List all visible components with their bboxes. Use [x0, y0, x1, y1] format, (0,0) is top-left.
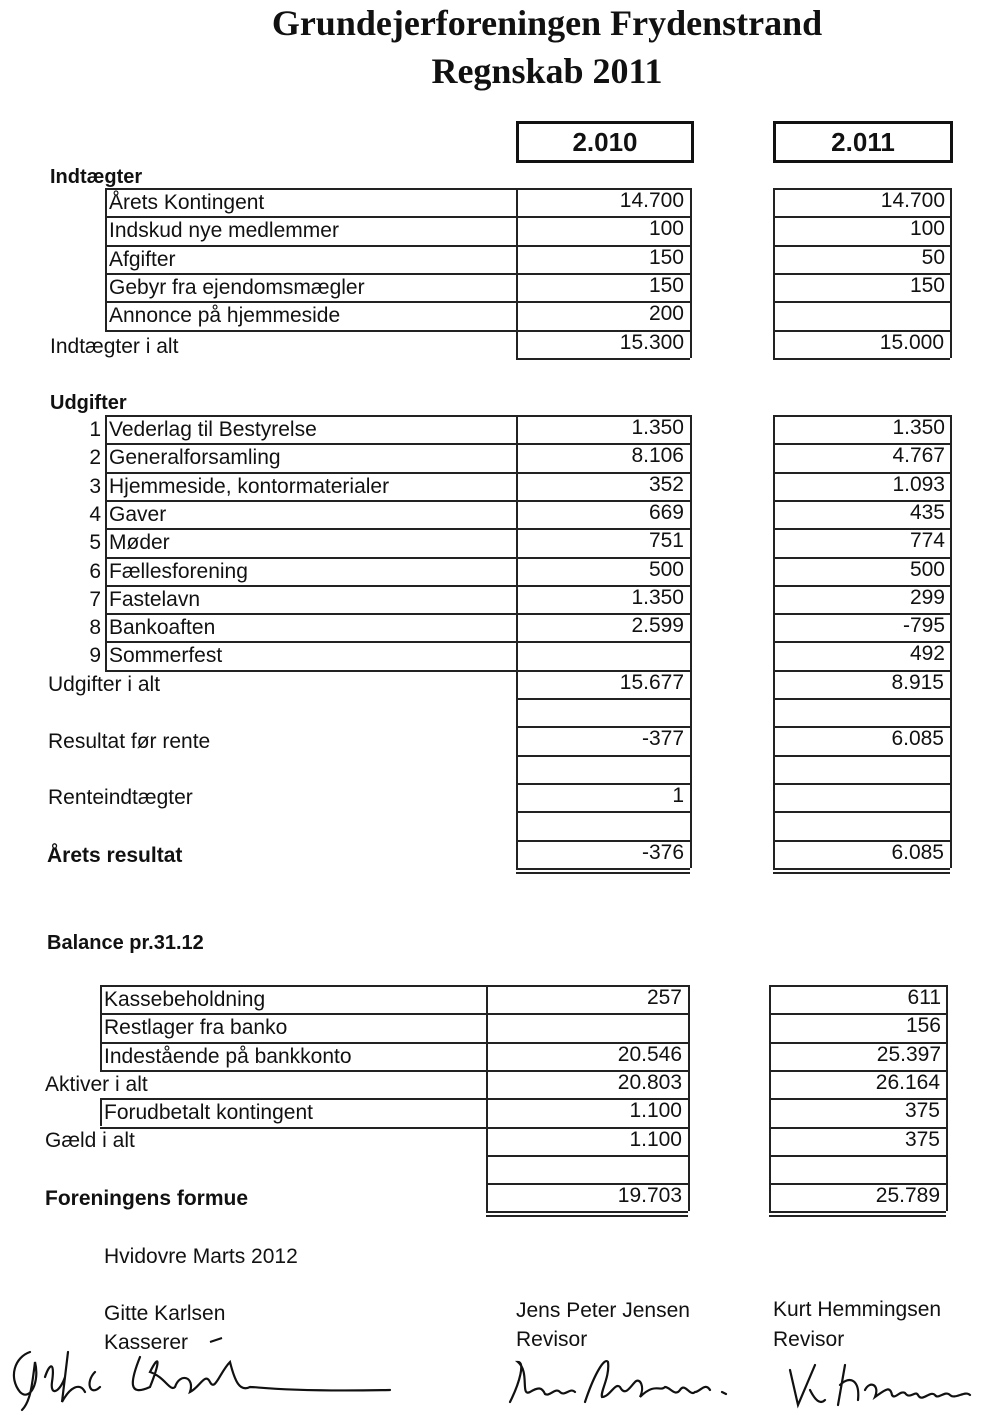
- income-row-value-2010: 150: [648, 273, 684, 297]
- income-row-value-2011: 50: [921, 245, 945, 269]
- income-total-label: Indtægter i alt: [50, 335, 179, 358]
- income-row-value-2011: 100: [909, 217, 945, 241]
- expense-row-number: 9: [89, 644, 101, 668]
- asset-bottom-line: [100, 1070, 486, 1072]
- year-header-2011: 2.011: [773, 121, 953, 163]
- debt-total-2010: 1.100: [629, 1127, 682, 1151]
- debt-total-2011: 375: [904, 1127, 940, 1151]
- expense-row-label: Bankoaften: [109, 616, 216, 640]
- income-row-value-2010: 14.700: [619, 189, 684, 212]
- expenses-total-label: Udgifter i alt: [48, 673, 161, 696]
- expense-row-value-2011: -795: [902, 614, 945, 638]
- expense-row-label: Generalforsamling: [109, 446, 281, 470]
- asset-row-value-2011: 25.397: [876, 1042, 941, 1066]
- income-heading: Indtægter: [50, 166, 143, 188]
- expense-row-value-2010: 2.599: [631, 614, 684, 638]
- asset-row-label: Indestående på bankkonto: [104, 1044, 352, 1068]
- expense-row-value-2011: 1.093: [892, 472, 945, 496]
- income-bottom-line: [105, 330, 516, 332]
- income-row-label: Gebyr fra ejendomsmægler: [109, 275, 365, 299]
- expense-row-value-2010: 1.350: [631, 585, 684, 609]
- asset-row-value-2011: 611: [907, 986, 941, 1009]
- income-row-value-2010: 100: [648, 217, 684, 241]
- signer-2-name: Jens Peter Jensen: [516, 1299, 690, 1322]
- signer-1-role: Kasserer: [104, 1331, 189, 1354]
- equity-double-line: [769, 1215, 946, 1217]
- expense-row-number: 2: [89, 446, 101, 470]
- equity-2011: 25.789: [875, 1184, 940, 1208]
- expense-row-number: 5: [89, 531, 101, 555]
- equity-label: Foreningens formue: [45, 1187, 249, 1210]
- expenses-heading: Udgifter: [50, 392, 127, 414]
- year-header-2010: 2.010: [516, 121, 694, 163]
- assets-total-2011: 26.164: [875, 1070, 940, 1094]
- income-row-value-2010: 150: [648, 245, 684, 269]
- expense-row-label: Møder: [109, 531, 170, 555]
- liability-label: Forudbetalt kontingent: [104, 1101, 313, 1125]
- year-result-2010: -376: [641, 840, 684, 864]
- signer-1-name: Gitte Karlsen: [104, 1302, 226, 1325]
- expense-row-value-2011: 500: [909, 557, 945, 581]
- income-row-value-2011: 150: [909, 273, 945, 297]
- debt-total-label: Gæld i alt: [45, 1129, 135, 1152]
- income-row-label: Annonce på hjemmeside: [109, 304, 341, 328]
- expense-row-number: 1: [89, 418, 101, 441]
- income-total-line: [516, 358, 690, 360]
- asset-row-value-2010: 257: [646, 986, 682, 1009]
- income-row-label: Årets Kontingent: [109, 191, 265, 214]
- expense-row-number: 3: [89, 474, 101, 498]
- expense-total-col-2010-border: [516, 670, 692, 868]
- asset-row-label: Restlager fra banko: [104, 1016, 288, 1040]
- expense-row-number: 4: [89, 502, 101, 526]
- year-result-double-line: [773, 872, 950, 874]
- year-result-double-line: [516, 872, 690, 874]
- expense-bottom-line: [105, 670, 516, 672]
- expense-row-label: Sommerfest: [109, 644, 223, 668]
- year-result-label: Årets resultat: [47, 844, 183, 867]
- liability-2010: 1.100: [629, 1099, 682, 1123]
- expense-col-2010-border: [516, 415, 692, 670]
- signature-gitte-karlsen: [0, 1332, 400, 1412]
- place-date: Hvidovre Marts 2012: [104, 1245, 298, 1268]
- income-col-2011-border: [773, 188, 952, 330]
- expense-row-value-2010: 8.106: [631, 444, 684, 468]
- signature-kurt-hemmingsen: [770, 1345, 980, 1415]
- expense-row-label: Vederlag til Bestyrelse: [109, 418, 317, 441]
- expense-row-value-2010: 751: [648, 529, 684, 553]
- income-row-label: Indskud nye medlemmer: [109, 219, 339, 243]
- income-col-2010-border: [516, 188, 692, 330]
- signature-jens-peter-jensen: [490, 1342, 750, 1412]
- asset-row-value-2011: 156: [905, 1014, 941, 1038]
- expense-total-2010: 15.677: [619, 670, 684, 694]
- result-before-interest-2010: -377: [641, 727, 684, 751]
- expense-row-value-2010: 352: [648, 472, 684, 496]
- expense-total-col-2011-border: [773, 670, 952, 868]
- equity-2010: 19.703: [617, 1184, 682, 1208]
- expense-total-line: [516, 868, 690, 870]
- asset-col-2011-border: [769, 985, 948, 1070]
- expense-row-value-2011: 492: [909, 642, 945, 666]
- expense-col-2011-border: [773, 415, 952, 670]
- expense-row-value-2011: 435: [909, 500, 945, 524]
- interest-income-label: Renteindtægter: [48, 786, 193, 809]
- expense-row-value-2011: 1.350: [892, 416, 945, 439]
- expense-label-border: [105, 415, 518, 670]
- expense-row-label: Fastelavn: [109, 587, 201, 611]
- assets-total-2010: 20.803: [617, 1070, 682, 1094]
- balance-heading: Balance pr.31.12: [47, 932, 204, 954]
- asset-row-label: Kassebeholdning: [104, 988, 266, 1011]
- signer-3-name: Kurt Hemmingsen: [773, 1298, 942, 1321]
- income-row-value-2011: 14.700: [880, 189, 945, 212]
- document-title: Grundejerforeningen Frydenstrand: [271, 3, 823, 43]
- signer-2-role: Revisor: [516, 1328, 588, 1351]
- income-row-value-2010: 200: [648, 302, 684, 326]
- year-result-2011: 6.085: [891, 840, 944, 864]
- document-subtitle: Regnskab 2011: [431, 51, 663, 91]
- expense-total-2011: 8.915: [891, 670, 944, 694]
- asset-col-2010-border: [486, 985, 690, 1070]
- expense-total-line: [773, 868, 950, 870]
- expense-row-value-2010: 1.350: [631, 416, 684, 439]
- equity-double-line: [486, 1215, 688, 1217]
- expense-row-label: Fællesforening: [109, 559, 248, 583]
- expense-row-value-2011: 299: [909, 585, 945, 609]
- expense-row-value-2010: 500: [648, 557, 684, 581]
- expense-row-number: 8: [89, 616, 101, 640]
- asset-label-border: [100, 985, 488, 1070]
- income-label-border: [105, 188, 518, 330]
- expense-row-value-2011: 774: [909, 529, 945, 553]
- liability-line: [486, 1211, 688, 1213]
- liability-2011: 375: [904, 1099, 940, 1123]
- asset-row-value-2010: 20.546: [617, 1042, 682, 1066]
- liability-row-line: [100, 1127, 486, 1129]
- assets-total-label: Aktiver i alt: [45, 1073, 148, 1096]
- interest-income-2010: 1: [672, 783, 684, 807]
- result-before-interest-label: Resultat før rente: [48, 730, 211, 753]
- income-total-2010: 15.300: [619, 330, 684, 354]
- result-before-interest-2011: 6.085: [891, 727, 944, 751]
- expense-row-label: Gaver: [109, 502, 167, 526]
- income-row-label: Afgifter: [109, 247, 176, 271]
- expense-row-number: 6: [89, 559, 101, 583]
- income-total-2011: 15.000: [879, 330, 944, 354]
- income-total-line: [773, 358, 950, 360]
- expense-row-value-2011: 4.767: [892, 444, 945, 468]
- signer-3-role: Revisor: [773, 1328, 845, 1351]
- liability-line: [769, 1211, 946, 1213]
- expense-row-number: 7: [89, 587, 101, 611]
- expense-row-label: Hjemmeside, kontormaterialer: [109, 474, 390, 498]
- expense-row-value-2010: 669: [648, 500, 684, 524]
